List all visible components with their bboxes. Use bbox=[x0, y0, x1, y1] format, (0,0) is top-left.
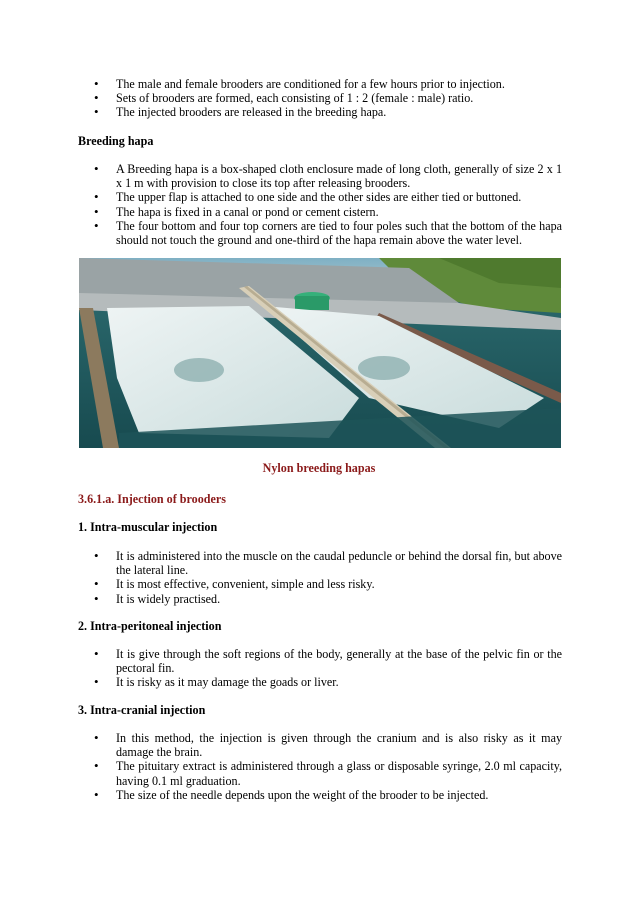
list-item: • The injected brooders are released in the breeding hapa. bbox=[94, 105, 562, 119]
list-item: • It is give through the soft regions of the body, generally at the base of the pelvic fin or the pectoral fin. bbox=[94, 647, 562, 675]
brooder-prep-list bbox=[94, 77, 562, 120]
intra-muscular-list bbox=[94, 549, 562, 606]
list-item: • In this method, the injection is given through the cranium and is also risky as it may damage the brain. bbox=[94, 731, 562, 759]
heading-intra-cranial: 3. Intra-cranial injection bbox=[78, 703, 206, 717]
breeding-hapa-photo bbox=[79, 258, 561, 448]
figure-caption: Nylon breeding hapas bbox=[262, 461, 376, 475]
list-item: • It is widely practised. bbox=[94, 592, 562, 606]
list-item: • It is most effective, convenient, simple and less risky. bbox=[94, 577, 562, 591]
section-title: 3.6.1.a. Injection of brooders bbox=[78, 492, 226, 506]
list-item: • The pituitary extract is administered through a glass or disposable syringe, 2.0 ml capacity, having 0.1 ml graduation. bbox=[94, 759, 562, 787]
hapa-photo-illustration bbox=[79, 258, 561, 448]
list-item: • It is risky as it may damage the goads or liver. bbox=[94, 675, 562, 689]
list-item: • The size of the needle depends upon the weight of the brooder to be injected. bbox=[94, 788, 562, 802]
heading-intra-peritoneal: 2. Intra-peritoneal injection bbox=[78, 619, 222, 633]
intra-cranial-list bbox=[94, 731, 562, 802]
heading-intra-muscular: 1. Intra-muscular injection bbox=[78, 520, 218, 534]
list-item: • The four bottom and four top corners are tied to four poles such that the bottom of the hapa should not touch the ground and one-third of the hapa remain above the water level. bbox=[94, 219, 562, 247]
list-item: • It is administered into the muscle on the caudal peduncle or behind the dorsal fin, but above the lateral line. bbox=[94, 549, 562, 577]
list-item: • The upper flap is attached to one side and the other sides are either tied or buttoned. bbox=[94, 190, 562, 204]
intra-peritoneal-list bbox=[94, 647, 562, 690]
heading-breeding-hapa: Breeding hapa bbox=[78, 134, 154, 148]
breeding-hapa-list bbox=[94, 162, 562, 247]
list-item: • A Breeding hapa is a box-shaped cloth enclosure made of long cloth, generally of size 2 x 1 x 1 m with provision to close its top after releasing brooders. bbox=[94, 162, 562, 190]
list-item: • Sets of brooders are formed, each consisting of 1 : 2 (female : male) ratio. bbox=[94, 91, 562, 105]
list-item: • The male and female brooders are conditioned for a few hours prior to injection. bbox=[94, 77, 562, 91]
list-item: • The hapa is fixed in a canal or pond or cement cistern. bbox=[94, 205, 562, 219]
